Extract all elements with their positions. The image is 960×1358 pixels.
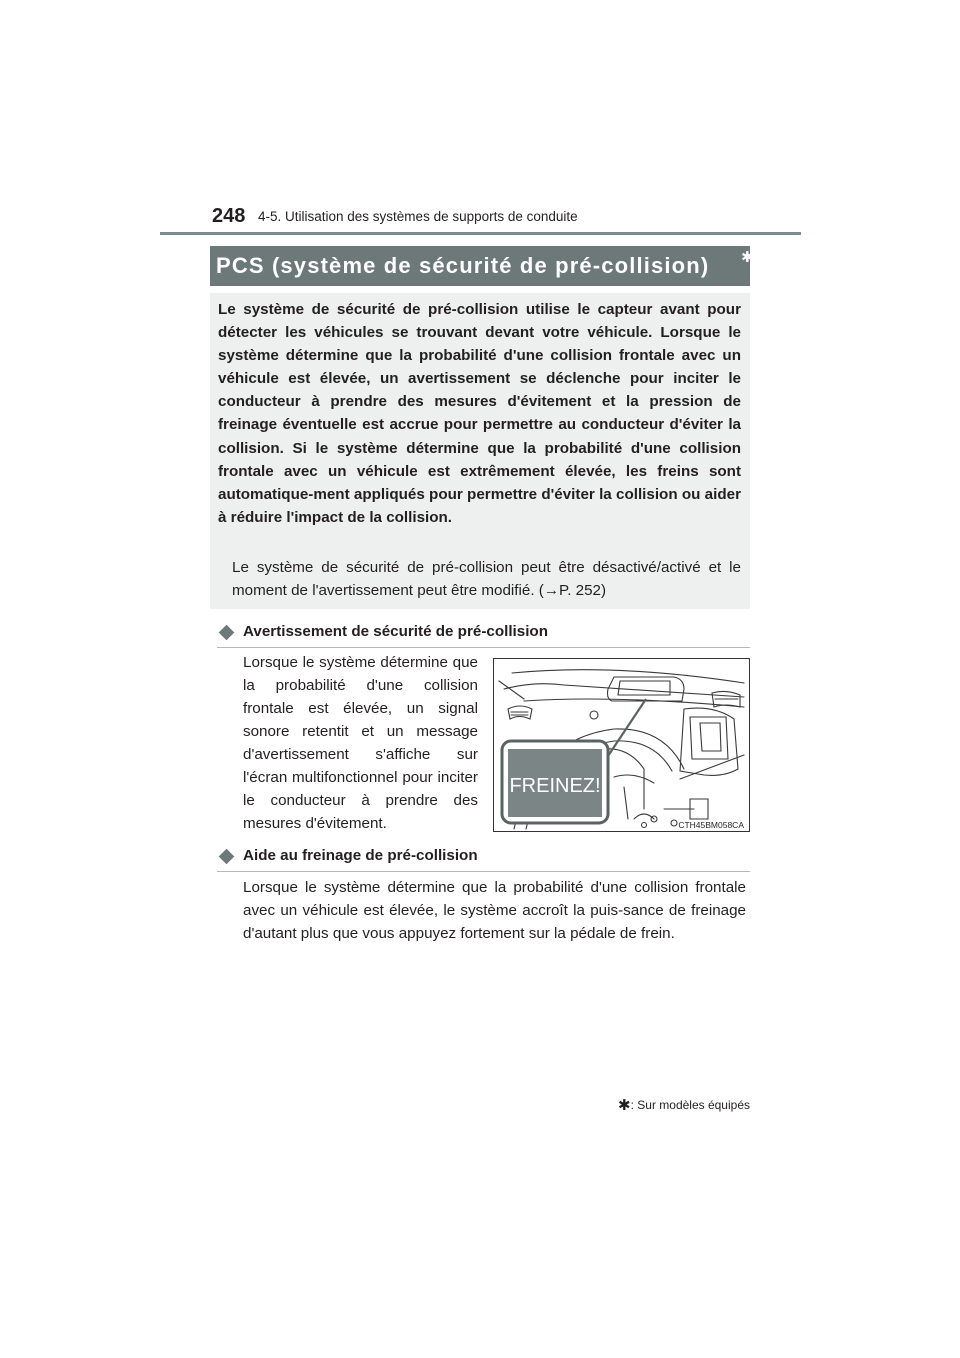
section-text-brake-assist: Lorsque le système détermine que la probabilité d'une collision frontale avec un véhicule est élevée, le système accroît la puis-sance de freinage d'autant plus que vous appuyez fortement sur la pédale de frein. (243, 879, 746, 942)
section-text-warning: Lorsque le système détermine que la probabilité d'une collision frontale est élevée, un signal sonore retentit et un message d'avertissement s'affiche sur l'écran multifonctionnel pour inciter le conducteur à prendre des mesures d'évitement. (243, 654, 478, 832)
intro-note: Le système de sécurité de pré-collision peut être désactivé/activé et le moment de l'avertissement peut être modifié. (→P. 252) (232, 559, 741, 599)
footnote-marker: ✱ (618, 1097, 631, 1114)
header-rule (160, 232, 801, 235)
title-footnote-marker: ✱ (741, 249, 754, 266)
footnote-text: : Sur modèles équipés (630, 1098, 750, 1112)
title-band (210, 246, 754, 286)
dashboard-illustration (493, 658, 750, 832)
running-header: 4-5. Utilisation des systèmes de supports de conduite (258, 209, 578, 224)
diamond-bullet-icon (219, 849, 235, 865)
diamond-bullet-icon (219, 625, 235, 641)
footnote (618, 1097, 750, 1114)
page-title: PCS (système de sécurité de pré-collision) (216, 253, 710, 278)
section-heading-brake-assist (217, 845, 750, 872)
figure-code: CTH45BM058CA (678, 820, 744, 830)
section-heading-label: Aide au freinage de pré-collision (243, 847, 478, 864)
page-number: 248 (212, 205, 246, 227)
intro-box (210, 293, 750, 609)
section-heading-label: Avertissement de sécurité de pré-collision (243, 623, 548, 640)
section-heading-warning (217, 621, 750, 648)
intro-bold-text: Le système de sécurité de pré-collision utilise le capteur avant pour détecter les véhicules se trouvant devant votre véhicule. Lorsque le système détermine que la probabilité d'une collision frontale avec un véhicule est élevée, un avertissement se déclenche pour inciter le conducteur à prendre des mesures d'évitement et la pression de freinage éventuelle est accrue pour permettre au conducteur d'éviter la collision. Si le système détermine que la probabilité d'une collision frontale avec un véhicule est extrêmement élevée, les freins sont automatique-ment appliqués pour permettre d'éviter la collision ou aider à réduire l'impact de la collision. (218, 301, 741, 526)
display-warning-text: FREINEZ! (509, 775, 601, 797)
